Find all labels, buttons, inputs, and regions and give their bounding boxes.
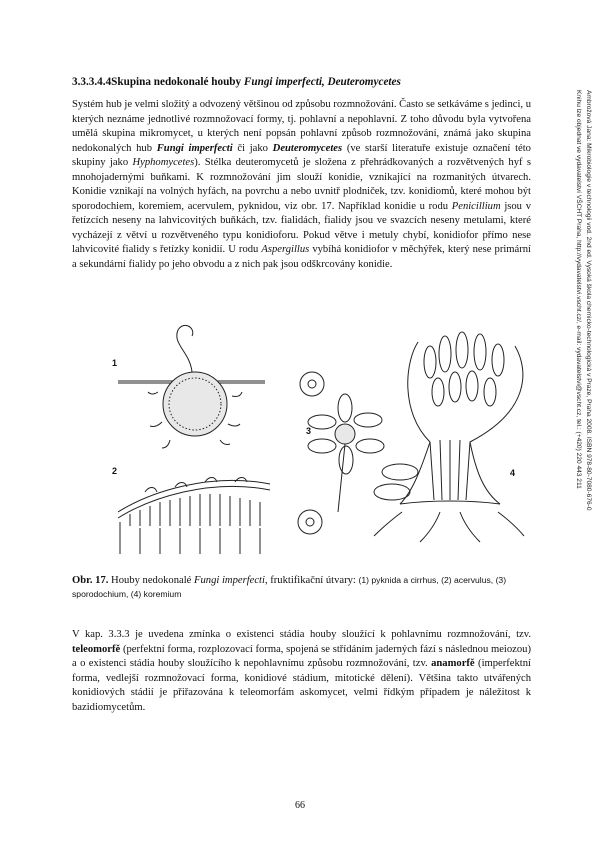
- text-run: ). Stélka deuteromycetů je složena z přehrádkovaných a rozvětvených hyf s mnohojadernými buňkami. K rozmnožování jim slouží konidie, vznikající na rozmanitých útvarech. Konidie vznikají na volných hyfách, na povrchu a nebo uvnitř plodniček, tzv. konidiomů, které mohou být sporodochiem, koremiem, acervulem, pyknidou, viz obr. 17. Například konidie u rodu: [72, 157, 531, 212]
- figure-17: [100, 322, 530, 554]
- sidebar-order-info: Knihu lze objednat ve vydavatelství VŠCHT Praha, http://vydavatelstvi.vscht.cz/, e-mail: vydavatelstvi@vscht.cz, tel.: (+420) 220 443 211: [575, 90, 582, 489]
- text-run: (imperfektní forma, vedlejší rozmnožovací forma, konidiové stádium, mitotické dělení). Většina takto utvářených konidiových stádií je přiřazována k teleomorfám askomycet, velmi řídkým případem je náležitost k bazidiomycetům.: [72, 658, 531, 713]
- section-heading: [72, 76, 532, 88]
- section-title: Skupina nedokonalé houby: [111, 76, 244, 88]
- text-run: V kap. 3.3.3 je uvedena zmínka o existenci stádia houby sloužící k pohlavnímu rozmnožování, tzv.: [72, 629, 531, 640]
- caption-prefix: Obr. 17.: [72, 575, 109, 586]
- term-aspergillus: Aspergillus: [261, 244, 310, 255]
- term-fungi-imperfecti: Fungi imperfecti: [156, 142, 233, 154]
- text-run: , fruktifikační útvary:: [264, 575, 359, 586]
- figure-label-2: 2: [112, 466, 118, 476]
- figure-drawing: [100, 322, 530, 554]
- figure-caption: [72, 574, 531, 601]
- paragraph-teleomorph: [72, 628, 531, 715]
- text-run: vybíhá konidiofor v měchýřek, který nese primární a sekundární fialidy po jeho obvodu a z nich pak jsou odškrcovány konidie.: [72, 244, 531, 270]
- copyright-sidebar: [558, 90, 593, 610]
- figure-label-3: 3: [306, 426, 312, 436]
- term-hyphomycetes: Hyphomycetes: [132, 157, 195, 168]
- paragraph-intro: [72, 98, 531, 272]
- figure-label-1: 1: [112, 358, 118, 368]
- figure-label-4: 4: [510, 468, 516, 478]
- term-deuteromycetes: Deuteromycetes: [272, 142, 343, 154]
- caption-italic: Fungi imperfecti: [194, 575, 265, 586]
- caption-list: (1) pyknida a cirrhus, (2) acervulus, (3) sporodochium, (4) koremium: [72, 575, 507, 599]
- coremium-drawing: [374, 332, 524, 542]
- term-penicillium: Penicillium: [451, 200, 501, 212]
- term-anamorfe: anamorfě: [431, 658, 475, 669]
- text-run: (ve starší literatuře existuje označení této skupiny jako: [72, 142, 531, 168]
- page-number: 66: [295, 800, 305, 811]
- section-title-italic: Fungi imperfecti, Deuteromycetes: [243, 76, 401, 88]
- text-run: či jako: [232, 142, 273, 154]
- text-run: (perfektní forma, rozplozovací forma, spojená se střídáním jaderných fází s následnou meiozou) a o existenci stádia houby sloužícího k nepohlavnímu způsobu rozmnožování, tzv.: [72, 643, 531, 669]
- pycnidium-drawing: [118, 325, 265, 448]
- sporodochium-drawing: [298, 372, 418, 534]
- section-number: 3.3.3.4.4: [72, 76, 112, 88]
- text-run: Houby nedokonalé: [108, 575, 195, 586]
- acervulus-drawing: [118, 478, 270, 555]
- sidebar-citation: Ambrožová Jana: Mikrobiologie v technologii vod. 2nd ed. Vysoká škola chemicko-technologická v Praze, Praha 2008. ISBN 978-80-7080-676-0: [585, 90, 592, 511]
- text-run: jsou v řetízcích neseny na lahvicovitých buňkách, tzv. fialidách, fialidy jsou ve svazcích neseny metulami, které vycházejí z větví u rozvětveného typu konidioforu. Pokud větve i metuly chybí, konidiofor přímo nese lahvicovité fialidy s řetízky konidií. U rodu: [72, 200, 531, 255]
- text-run: Systém hub je velmi složitý a odvozený většinou od způsobu rozmnožování. Často se setkáváme s jedinci, u kterých neznáme jednotlivé rozmnožovací formy, tj. pohlavní a nepohlavní. Z toho důvodu byla vytvořena umělá skupina mikromycet, u kterých není popsán pohlavní způsob rozmnožování, známá jako skupina nedokonalých hub: [72, 99, 531, 154]
- term-teleomorfe: teleomorfě: [72, 643, 121, 655]
